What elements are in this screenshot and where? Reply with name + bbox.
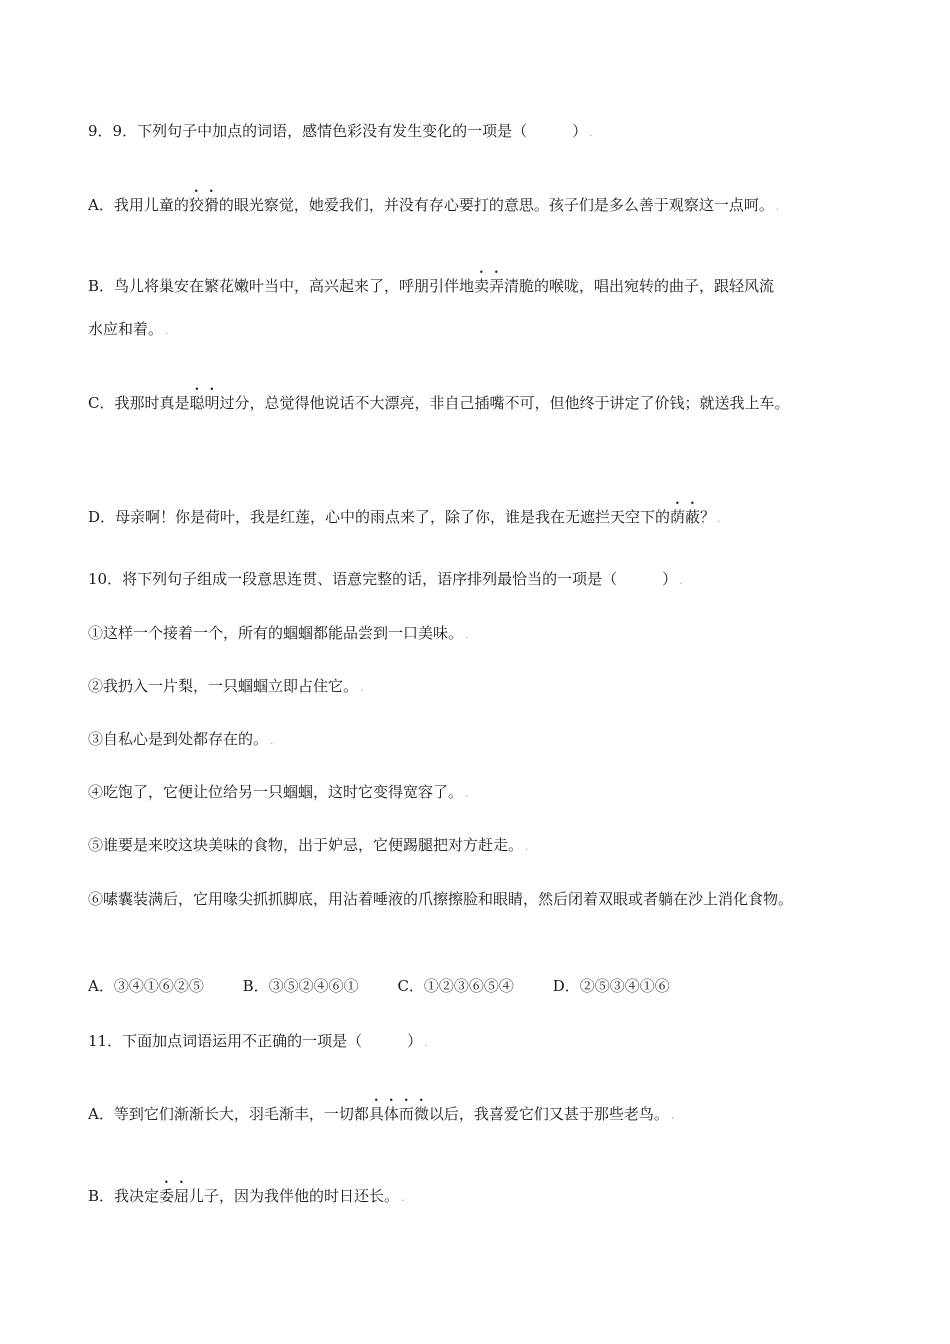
q9-option-b-cont: 水应和着。 .	[88, 320, 169, 338]
q9-option-b: B．鸟儿将巢安在繁花嫩叶当中，高兴起来了，呼朋引伴地卖弄清脆的喉咙，唱出宛转的曲子，跟轻风流	[88, 277, 775, 295]
q11-stem: 11．下面加点词语运用不正确的一项是（ ） .	[88, 1032, 428, 1050]
q10-item-3: ③自私心是到处都存在的。 .	[88, 730, 274, 748]
q9-option-c: C．我那时真是聪明过分，总觉得他说话不大漂亮，非自己插嘴不可，但他终于讲定了价钱；就送我上车。	[88, 394, 790, 412]
q10-option-d: D．②⑤③④①⑥	[552, 977, 670, 995]
q10-item-2: ②我扔入一片梨，一只蝈蝈立即占住它。 .	[88, 677, 364, 695]
q10-item-4: ④吃饱了，它便让位给另一只蝈蝈，这时它变得宽容了。 .	[88, 783, 469, 801]
q9-option-a: A．我用儿童的狡猾的眼光察觉，她爱我们，并没有存心要打的意思。孩子们是多么善于观察这一点呵。 .	[88, 196, 780, 214]
q10-item-5: ⑤谁要是来咬这块美味的食物，出于妒忌，它便踢腿把对方赶走。 .	[88, 836, 529, 854]
q10-options	[88, 975, 704, 996]
q11-option-b: B．我决定委屈儿子，因为我伴他的时日还长。 .	[88, 1187, 405, 1205]
q10-option-b: B．③⑤②④⑥①	[242, 977, 359, 995]
q10-item-1: ①这样一个接着一个，所有的蝈蝈都能品尝到一口美味。 .	[88, 624, 469, 642]
q10-stem: 10．将下列句子组成一段意思连贯、语意完整的话，语序排列最恰当的一项是（ ） .	[88, 570, 683, 588]
q11-option-a: A．等到它们渐渐长大，羽毛渐丰，一切都具体而微以后，我喜爱它们又甚于那些老鸟。 .	[88, 1105, 675, 1123]
q10-option-c: C．①②③⑥⑤④	[397, 977, 514, 995]
q9-option-d: D．母亲啊！你是荷叶，我是红莲，心中的雨点来了，除了你，谁是我在无遮拦天空下的荫蔽？ .	[88, 508, 721, 526]
q10-option-a: A．③④①⑥②⑤	[88, 977, 204, 995]
q10-item-6: ⑥嗉囊装满后，它用喙尖抓抓脚底，用沾着唾液的爪擦擦脸和眼睛，然后闭着双眼或者躺在沙上消化食物。	[88, 890, 794, 908]
q9-stem: 9．9．下列句子中加点的词语，感情色彩没有发生变化的一项是（ ） .	[88, 122, 593, 140]
